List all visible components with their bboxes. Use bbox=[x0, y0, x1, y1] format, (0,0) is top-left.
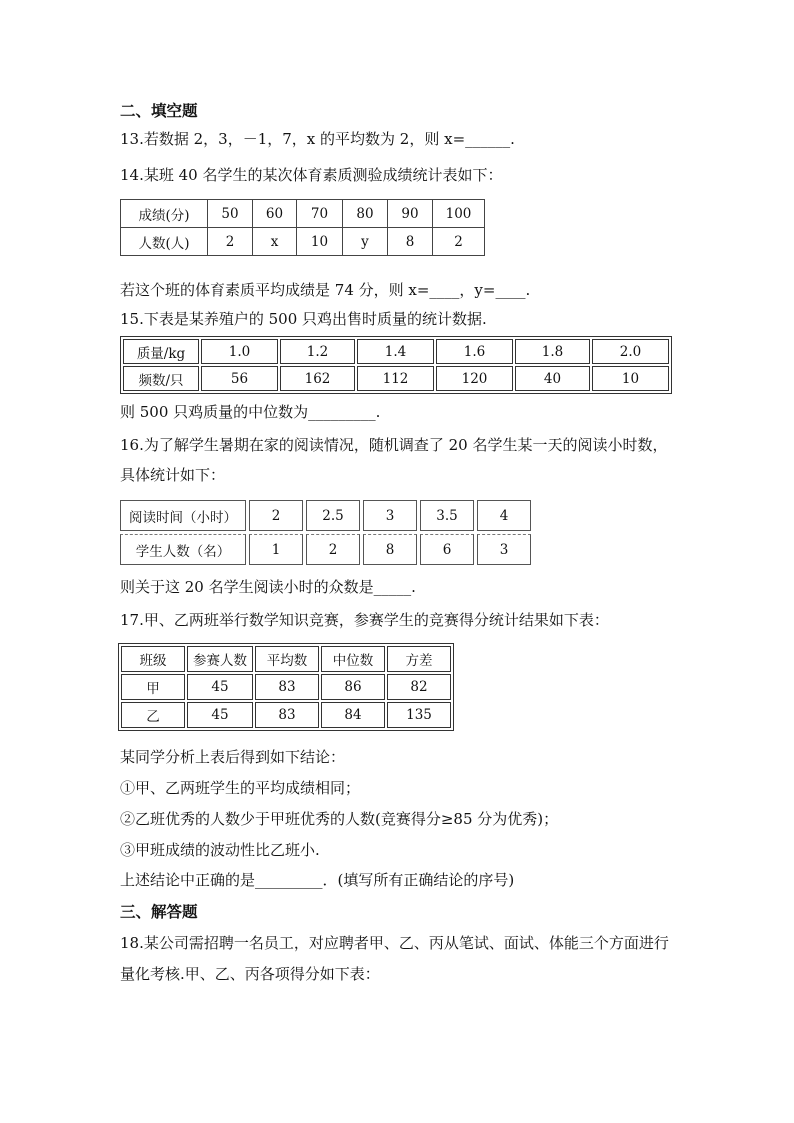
question-17: 17.甲、乙两班举行数学知识竞赛，参赛学生的竞赛得分统计结果如下表： bbox=[120, 611, 609, 629]
table-cell: 6 bbox=[420, 534, 474, 565]
question-15: 15.下表是某养殖户的 500 只鸡出售时质量的统计数据. bbox=[120, 310, 487, 328]
table-cell: 84 bbox=[321, 702, 385, 728]
question-17-intro: 某同学分析上表后得到如下结论： bbox=[120, 748, 346, 766]
table-row bbox=[121, 674, 451, 700]
table-cell: 3 bbox=[363, 500, 417, 531]
table-cell: 10 bbox=[297, 228, 343, 256]
score-table bbox=[120, 199, 485, 256]
question-18-line-1: 18.某公司需招聘一名员工，对应聘者甲、乙、丙从笔试、面试、体能三个方面进行 bbox=[120, 934, 669, 952]
question-15-followup: 则 500 只鸡质量的中位数为_________. bbox=[120, 403, 381, 421]
table-cell: 100 bbox=[433, 200, 485, 228]
table-cell: 成绩(分) bbox=[121, 200, 208, 228]
table-cell: 120 bbox=[436, 366, 513, 391]
table-cell: 83 bbox=[255, 702, 319, 728]
table-row bbox=[123, 339, 669, 364]
table-cell: 2 bbox=[433, 228, 485, 256]
table-row bbox=[120, 500, 531, 531]
table-cell: 1 bbox=[249, 534, 303, 565]
table-cell: 乙 bbox=[121, 702, 185, 728]
table-cell: 50 bbox=[208, 200, 253, 228]
table-row bbox=[123, 366, 669, 391]
table-row bbox=[121, 228, 485, 256]
table-cell: 2.0 bbox=[592, 339, 669, 364]
table-cell: 方差 bbox=[387, 646, 451, 672]
section-title-fill-in: 二、填空题 bbox=[120, 102, 198, 120]
table-cell: 质量/kg bbox=[123, 339, 199, 364]
table-cell: 人数(人) bbox=[121, 228, 208, 256]
table-cell: 83 bbox=[255, 674, 319, 700]
conclusion-2: ②乙班优秀的人数少于甲班优秀的人数(竞赛得分≥85 分为优秀)； bbox=[120, 810, 559, 828]
table-cell: 80 bbox=[343, 200, 388, 228]
table-cell: 3 bbox=[477, 534, 531, 565]
section-title-answer: 三、解答题 bbox=[120, 903, 198, 921]
table-cell: 70 bbox=[297, 200, 343, 228]
table-cell: 1.2 bbox=[280, 339, 355, 364]
table-cell: 参赛人数 bbox=[187, 646, 253, 672]
table-cell: 45 bbox=[187, 702, 253, 728]
table-row bbox=[121, 200, 485, 228]
question-18-line-2: 量化考核.甲、乙、丙各项得分如下表： bbox=[120, 965, 380, 983]
table-cell: 4 bbox=[477, 500, 531, 531]
table-cell: y bbox=[343, 228, 388, 256]
question-16-line-1: 16.为了解学生暑期在家的阅读情况，随机调查了 20 名学生某一天的阅读小时数， bbox=[120, 436, 668, 454]
table-cell: 56 bbox=[201, 366, 278, 391]
question-16-followup: 则关于这 20 名学生阅读小时的众数是_____. bbox=[120, 578, 416, 596]
table-cell: 中位数 bbox=[321, 646, 385, 672]
table-cell: 甲 bbox=[121, 674, 185, 700]
table-cell: x bbox=[253, 228, 297, 256]
table-cell: 10 bbox=[592, 366, 669, 391]
table-cell: 1.6 bbox=[436, 339, 513, 364]
reading-time-table bbox=[117, 497, 534, 568]
table-cell: 2.5 bbox=[306, 500, 360, 531]
table-cell: 40 bbox=[515, 366, 590, 391]
question-16-line-2: 具体统计如下： bbox=[120, 466, 226, 484]
table-cell: 1.8 bbox=[515, 339, 590, 364]
table-row bbox=[121, 702, 451, 728]
table-cell: 平均数 bbox=[255, 646, 319, 672]
table-cell: 45 bbox=[187, 674, 253, 700]
table-cell: 135 bbox=[387, 702, 451, 728]
table-cell: 60 bbox=[253, 200, 297, 228]
question-14-followup: 若这个班的体育素质平均成绩是 74 分，则 x=____，y=____. bbox=[120, 281, 531, 299]
table-cell: 2 bbox=[249, 500, 303, 531]
table-cell: 阅读时间（小时） bbox=[120, 500, 246, 531]
table-cell: 1.4 bbox=[357, 339, 434, 364]
table-cell: 3.5 bbox=[420, 500, 474, 531]
question-13: 13.若数据 2，3，－1，7，x 的平均数为 2，则 x=______. bbox=[120, 130, 515, 148]
table-cell: 86 bbox=[321, 674, 385, 700]
table-row bbox=[121, 646, 451, 672]
table-cell: 1.0 bbox=[201, 339, 278, 364]
table-cell: 162 bbox=[280, 366, 355, 391]
table-cell: 112 bbox=[357, 366, 434, 391]
chicken-weight-table bbox=[120, 336, 672, 394]
conclusion-3: ③甲班成绩的波动性比乙班小. bbox=[120, 841, 320, 859]
table-cell: 频数/只 bbox=[123, 366, 199, 391]
table-cell: 2 bbox=[306, 534, 360, 565]
table-cell: 2 bbox=[208, 228, 253, 256]
table-cell: 学生人数（名） bbox=[120, 534, 246, 565]
table-cell: 82 bbox=[387, 674, 451, 700]
table-row bbox=[120, 534, 531, 565]
competition-stats-table bbox=[118, 643, 454, 731]
table-cell: 8 bbox=[363, 534, 417, 565]
question-17-ask: 上述结论中正确的是_________．(填写所有正确结论的序号) bbox=[120, 871, 515, 889]
question-14: 14.某班 40 名学生的某次体育素质测验成绩统计表如下： bbox=[120, 166, 503, 184]
table-cell: 班级 bbox=[121, 646, 185, 672]
table-cell: 8 bbox=[388, 228, 433, 256]
conclusion-1: ①甲、乙两班学生的平均成绩相同； bbox=[120, 779, 361, 797]
table-cell: 90 bbox=[388, 200, 433, 228]
